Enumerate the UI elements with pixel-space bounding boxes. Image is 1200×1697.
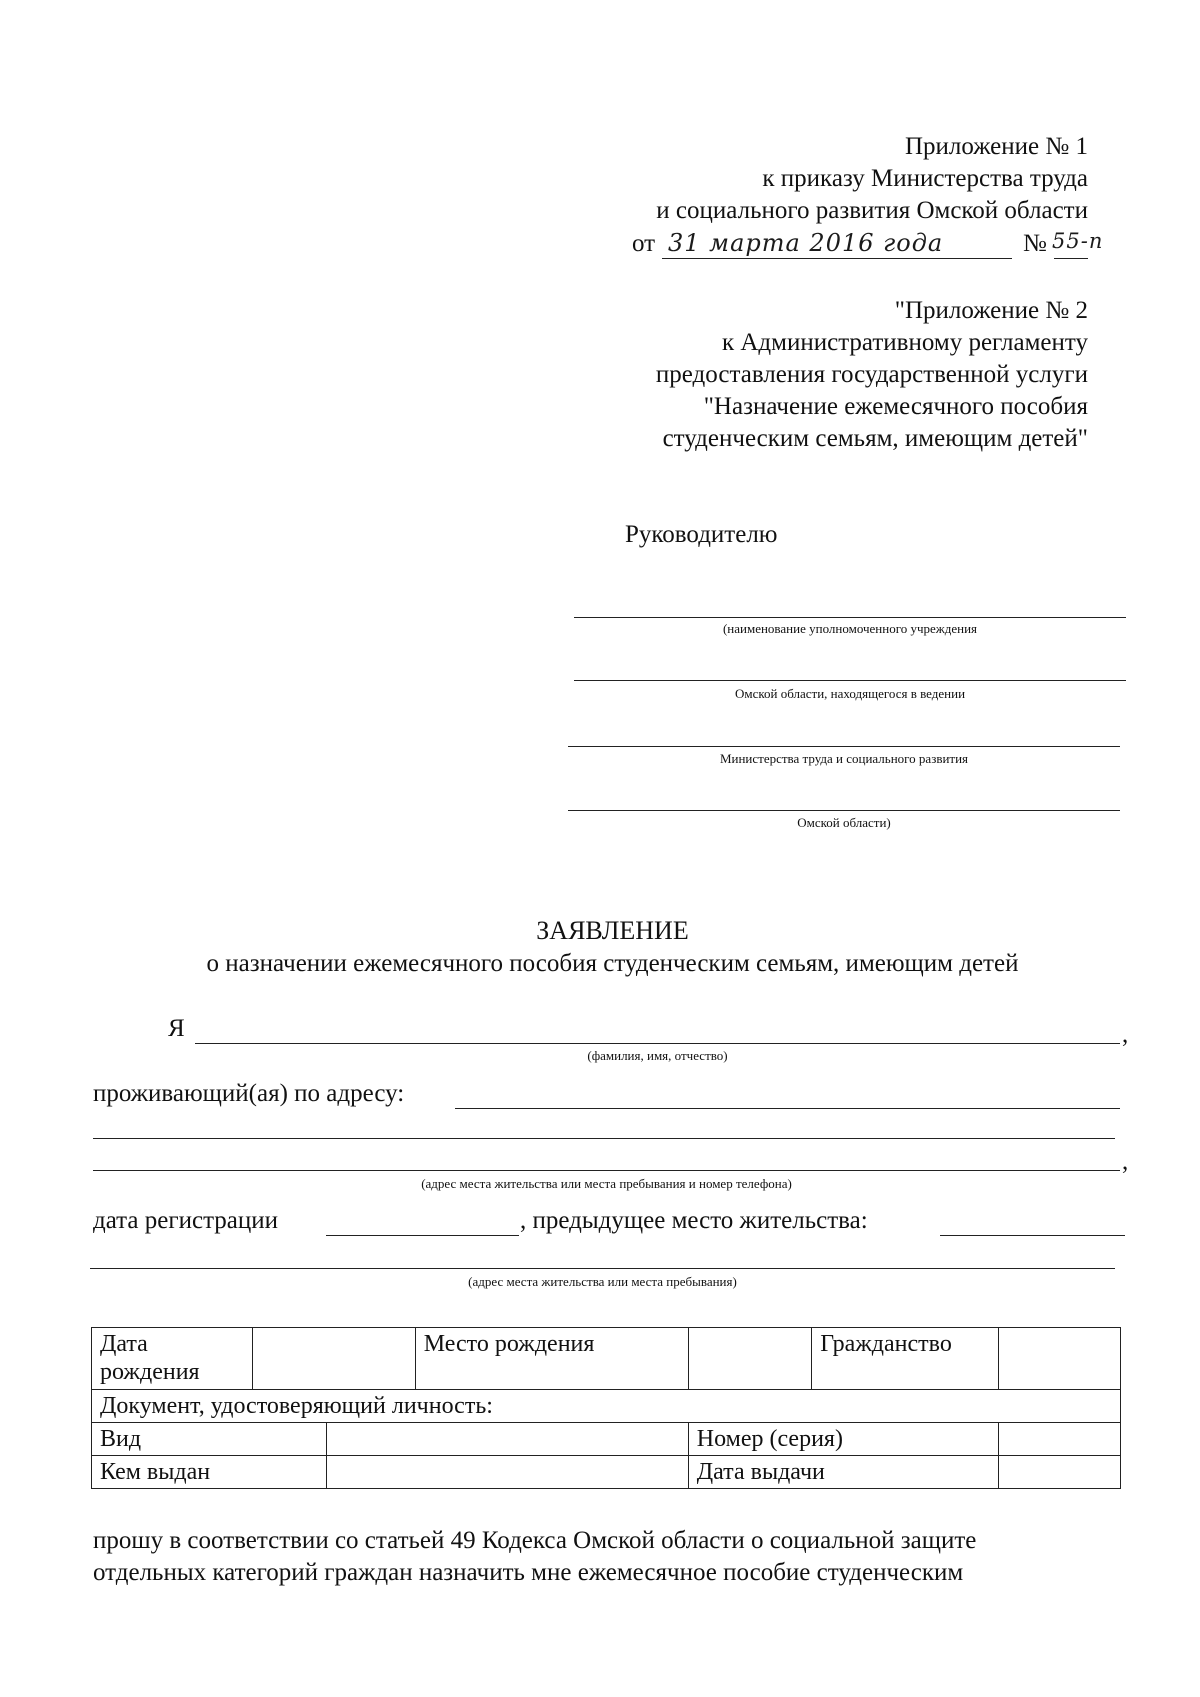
i-label: Я	[168, 1015, 185, 1042]
addressee-caption4: Омской области)	[797, 815, 891, 830]
addressee-line2	[574, 680, 1126, 681]
addressee-label: Руководителю	[625, 521, 778, 548]
issue-date-label: Дата выдачи	[688, 1456, 999, 1489]
address-line2[interactable]	[93, 1138, 1115, 1139]
prev-place-line1[interactable]	[940, 1235, 1125, 1236]
annex2-line5: студенческим семьям, имеющим детей"	[662, 425, 1088, 452]
date-handwritten: 31 марта 2016 года	[668, 229, 944, 257]
document-subtitle: о назначении ежемесячного пособия студенческим семьям, имеющим детей	[206, 950, 1019, 977]
reg-date-line[interactable]	[326, 1235, 519, 1236]
addressee-line1	[574, 617, 1126, 618]
fio-line[interactable]	[195, 1043, 1120, 1044]
annex1-line2: к приказу Министерства труда	[762, 165, 1088, 192]
prev-place-line2[interactable]	[90, 1268, 1115, 1269]
doc-number-value[interactable]	[999, 1423, 1121, 1456]
personal-data-table	[91, 1327, 1121, 1489]
request-paragraph-line1: прошу в соответствии со статьей 49 Кодекса Омской области о социальной защите	[93, 1527, 977, 1554]
number-prefix: №	[1023, 230, 1047, 257]
address-comma: ,	[1122, 1148, 1129, 1175]
annex2-line3: предоставления государственной услуги	[655, 361, 1088, 388]
annex2-line1: "Приложение № 2	[894, 297, 1088, 324]
address-line1[interactable]	[455, 1108, 1120, 1109]
fio-comma: ,	[1122, 1021, 1129, 1048]
table-row	[92, 1328, 1121, 1390]
birth-place-label: Место рождения	[415, 1328, 688, 1390]
number-underline	[1054, 258, 1088, 259]
doc-type-value[interactable]	[326, 1423, 688, 1456]
addressee-caption1: (наименование уполномоченного учреждения	[722, 621, 978, 636]
prev-caption: (адрес места жительства или места пребывания)	[468, 1274, 737, 1289]
table-row	[92, 1423, 1121, 1456]
prev-place-label: , предыдущее место жительства:	[520, 1207, 868, 1234]
request-paragraph-line2: отдельных категорий граждан назначить мне ежемесячное пособие студенческим	[93, 1559, 964, 1586]
annex1-date-line	[632, 228, 655, 260]
issue-date-value[interactable]	[999, 1456, 1121, 1489]
reg-date-label: дата регистрации	[93, 1207, 279, 1234]
doc-number-label: Номер (серия)	[688, 1423, 999, 1456]
table-row	[92, 1390, 1121, 1423]
doc-type-label: Вид	[92, 1423, 327, 1456]
date-underline	[662, 258, 1012, 259]
issued-by-label: Кем выдан	[92, 1456, 327, 1489]
birth-place-value[interactable]	[688, 1328, 811, 1390]
annex1-line3: и социального развития Омской области	[656, 197, 1088, 224]
annex1-line1: Приложение № 1	[904, 133, 1088, 160]
address-caption: (адрес места жительства или места пребывания и номер телефона)	[421, 1176, 792, 1191]
date-prefix: от	[632, 230, 656, 257]
annex2-line2: к Административному регламенту	[721, 329, 1088, 356]
birth-date-value[interactable]	[253, 1328, 415, 1390]
citizenship-label: Гражданство	[812, 1328, 999, 1390]
id-doc-header: Документ, удостоверяющий личность:	[92, 1390, 1121, 1423]
address-line3[interactable]	[93, 1170, 1120, 1171]
citizenship-value[interactable]	[999, 1328, 1121, 1390]
annex1-block	[656, 131, 1088, 227]
number-handwritten: 55-п	[1052, 229, 1104, 253]
annex2-line4: "Назначение ежемесячного пособия	[703, 393, 1088, 420]
addressee-caption2: Омской области, находящегося в ведении	[734, 686, 966, 701]
fio-caption: (фамилия, имя, отчество)	[587, 1048, 728, 1063]
issued-by-value[interactable]	[326, 1456, 688, 1489]
addressee-caption3: Министерства труда и социального развития	[719, 751, 969, 766]
address-label: проживающий(ая) по адресу:	[93, 1080, 405, 1107]
document-title: ЗАЯВЛЕНИЕ	[536, 916, 689, 945]
annex2-block	[656, 295, 1088, 455]
table-row	[92, 1456, 1121, 1489]
birth-date-label: Дата рождения	[92, 1328, 253, 1390]
addressee-line4	[568, 810, 1120, 811]
addressee-line3	[568, 746, 1120, 747]
